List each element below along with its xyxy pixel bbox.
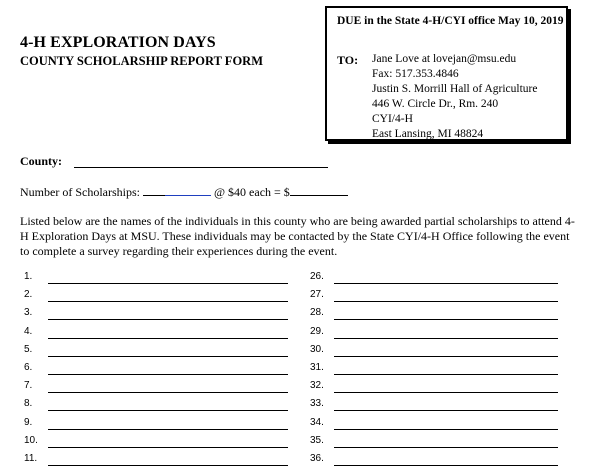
name-line-row (24, 398, 284, 416)
name-line-row (24, 417, 284, 435)
scholarships-row (20, 184, 348, 200)
scholarships-count-field[interactable] (165, 184, 211, 196)
county-label: County: (20, 154, 63, 168)
county-field[interactable] (74, 167, 328, 168)
name-field[interactable] (48, 374, 288, 375)
name-line-row (24, 435, 284, 453)
page-subtitle: COUNTY SCHOLARSHIP REPORT FORM (20, 54, 263, 68)
line-number: 1. (24, 271, 33, 282)
line-number: 28. (310, 307, 324, 319)
name-line-row (310, 307, 570, 325)
name-line-row (24, 344, 284, 362)
name-field[interactable] (48, 447, 288, 448)
name-line-row (310, 435, 570, 453)
name-field[interactable] (48, 338, 288, 339)
line-number: 3. (24, 307, 33, 319)
total-amount-field[interactable] (290, 184, 348, 196)
name-field[interactable] (334, 319, 558, 320)
line-number: 34. (310, 416, 324, 428)
name-line-row (24, 307, 284, 325)
name-line-row (310, 362, 570, 380)
line-number: 10. (24, 434, 38, 446)
name-line-row (24, 380, 284, 398)
line-number: 11. (24, 453, 38, 464)
name-field[interactable] (334, 465, 558, 466)
name-line-row (24, 289, 284, 307)
name-line-row (310, 380, 570, 398)
name-line-row (310, 326, 570, 344)
line-number: 30. (310, 343, 324, 355)
address-block (372, 52, 537, 142)
scholarships-label: Number of Scholarships: (20, 185, 140, 199)
line-number: 9. (24, 416, 33, 428)
name-field[interactable] (48, 392, 288, 393)
name-field[interactable] (334, 283, 558, 284)
name-field[interactable] (48, 410, 288, 411)
page-title: 4-H EXPLORATION DAYS (20, 34, 216, 51)
address-line: CYI/4-H (372, 113, 413, 125)
name-line-row (24, 271, 284, 289)
line-number: 36. (310, 453, 324, 464)
line-number: 8. (24, 398, 33, 410)
line-number: 35. (310, 434, 324, 446)
name-field[interactable] (334, 374, 558, 375)
address-line: Jane Love at lovejan@msu.edu (372, 53, 517, 65)
line-number: 6. (24, 362, 33, 373)
rate-text: @ $40 each = $ (213, 185, 290, 199)
due-box (325, 6, 568, 141)
name-line-row (310, 417, 570, 435)
line-number: 2. (24, 289, 33, 301)
name-line-row (24, 453, 284, 471)
name-line-row (310, 271, 570, 289)
name-field[interactable] (334, 429, 558, 430)
name-field[interactable] (334, 392, 558, 393)
name-field[interactable] (48, 319, 288, 320)
line-number: 29. (310, 325, 324, 337)
name-line-row (310, 344, 570, 362)
address-line: 446 W. Circle Dr., Rm. 240 (372, 98, 499, 110)
name-field[interactable] (334, 447, 558, 448)
scholarships-blank[interactable] (143, 184, 165, 196)
name-line-row (310, 398, 570, 416)
name-field[interactable] (48, 283, 288, 284)
name-field[interactable] (334, 301, 558, 302)
line-number: 33. (310, 398, 324, 410)
name-field[interactable] (48, 429, 288, 430)
address-line: Fax: 517.353.4846 (372, 68, 459, 80)
name-line-row (24, 326, 284, 344)
to-label: TO: (337, 53, 359, 67)
line-number: 32. (310, 380, 324, 392)
description-paragraph: Listed below are the names of the individuals in this county who are being awarded partial scholarships to attend 4-H Exploration Days at MSU. These individuals may be contacted by the State CYI/4-H Office following the event to complete a survey regarding their experiences during the event. (20, 214, 575, 258)
line-number: 27. (310, 289, 324, 301)
line-number: 31. (310, 362, 324, 373)
name-field[interactable] (334, 410, 558, 411)
name-field[interactable] (334, 356, 558, 357)
name-field[interactable] (48, 465, 288, 466)
line-number: 5. (24, 343, 33, 355)
due-heading: DUE in the State 4-H/CYI office May 10, 2019 (337, 15, 564, 27)
line-number: 7. (24, 380, 33, 392)
address-line: East Lansing, MI 48824 (372, 128, 484, 140)
name-line-row (310, 453, 570, 471)
line-number: 26. (310, 271, 324, 282)
address-line: Justin S. Morrill Hall of Agriculture (372, 83, 538, 95)
name-line-row (24, 362, 284, 380)
name-line-row (310, 289, 570, 307)
name-field[interactable] (334, 338, 558, 339)
name-field[interactable] (48, 356, 288, 357)
name-field[interactable] (48, 301, 288, 302)
line-number: 4. (24, 325, 33, 337)
